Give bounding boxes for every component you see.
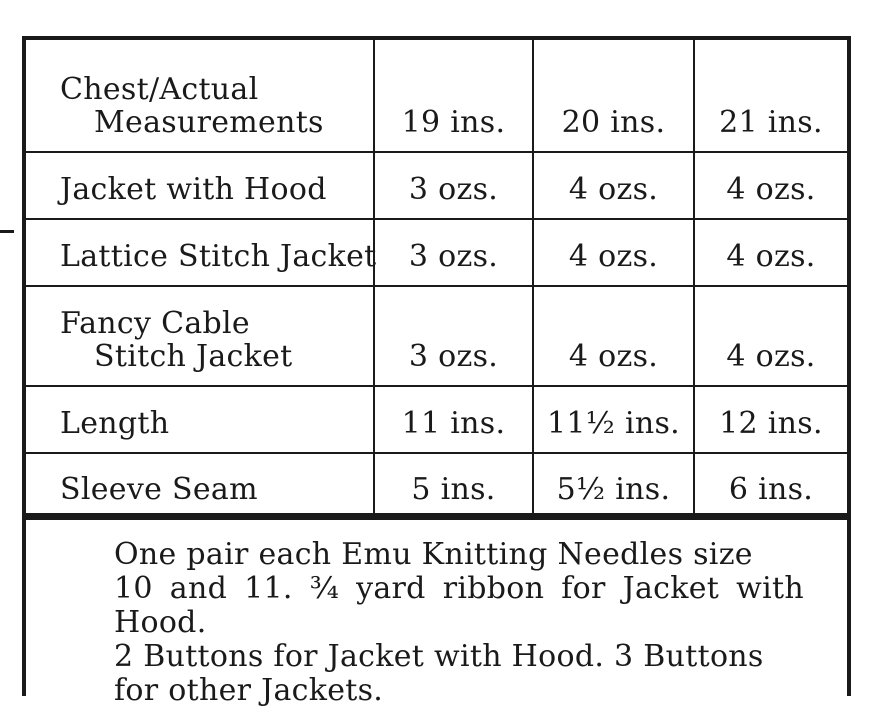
measurements-table <box>26 40 847 520</box>
section-divider <box>26 513 847 518</box>
table-cell: 3 ozs. <box>374 286 533 386</box>
row-label-line: Chest/Actual <box>60 72 259 107</box>
table-cell: 20 ins. <box>533 40 694 152</box>
table-cell: 4 ozs. <box>533 219 694 286</box>
row-label-chest <box>26 40 374 152</box>
row-label-fancy-cable <box>26 286 374 386</box>
table-row <box>26 286 847 386</box>
table-row <box>26 152 847 219</box>
row-label-jacket-with-hood: Jacket with Hood <box>26 152 374 219</box>
table-row <box>26 453 847 519</box>
table-cell: 5 ins. <box>374 453 533 519</box>
table-cell: 11½ ins. <box>533 386 694 453</box>
row-label-sleeve-seam: Sleeve Seam <box>26 453 374 519</box>
table-row <box>26 386 847 453</box>
note-line: 2 Buttons for Jacket with Hood. 3 Buttons <box>114 639 764 674</box>
table-cell: 6 ins. <box>694 453 847 519</box>
note-line: One pair each Emu Knitting Needles size <box>114 537 753 572</box>
row-label-line: Fancy Cable <box>60 306 250 341</box>
table-cell: 4 ozs. <box>533 286 694 386</box>
margin-mark <box>0 230 14 233</box>
table-cell: 4 ozs. <box>694 286 847 386</box>
table-cell: 4 ozs. <box>533 152 694 219</box>
table-cell: 4 ozs. <box>694 219 847 286</box>
table-cell: 11 ins. <box>374 386 533 453</box>
row-label-length: Length <box>26 386 374 453</box>
table-cell: 3 ozs. <box>374 152 533 219</box>
note-line: 10 and 11. ¾ yard ribbon for Jacket with Hood. <box>114 571 804 640</box>
note-line: for other Jackets. <box>114 673 384 708</box>
table-cell: 3 ozs. <box>374 219 533 286</box>
table-cell: 4 ozs. <box>694 152 847 219</box>
table-cell: 21 ins. <box>694 40 847 152</box>
table-row <box>26 219 847 286</box>
materials-note <box>114 538 804 708</box>
table-cell: 19 ins. <box>374 40 533 152</box>
table-cell: 5½ ins. <box>533 453 694 519</box>
row-label-line: Stitch Jacket <box>94 339 293 374</box>
table-row <box>26 40 847 152</box>
table-cell: 12 ins. <box>694 386 847 453</box>
row-label-line: Measurements <box>94 105 324 140</box>
row-label-lattice-stitch-jacket: Lattice Stitch Jacket <box>26 219 374 286</box>
